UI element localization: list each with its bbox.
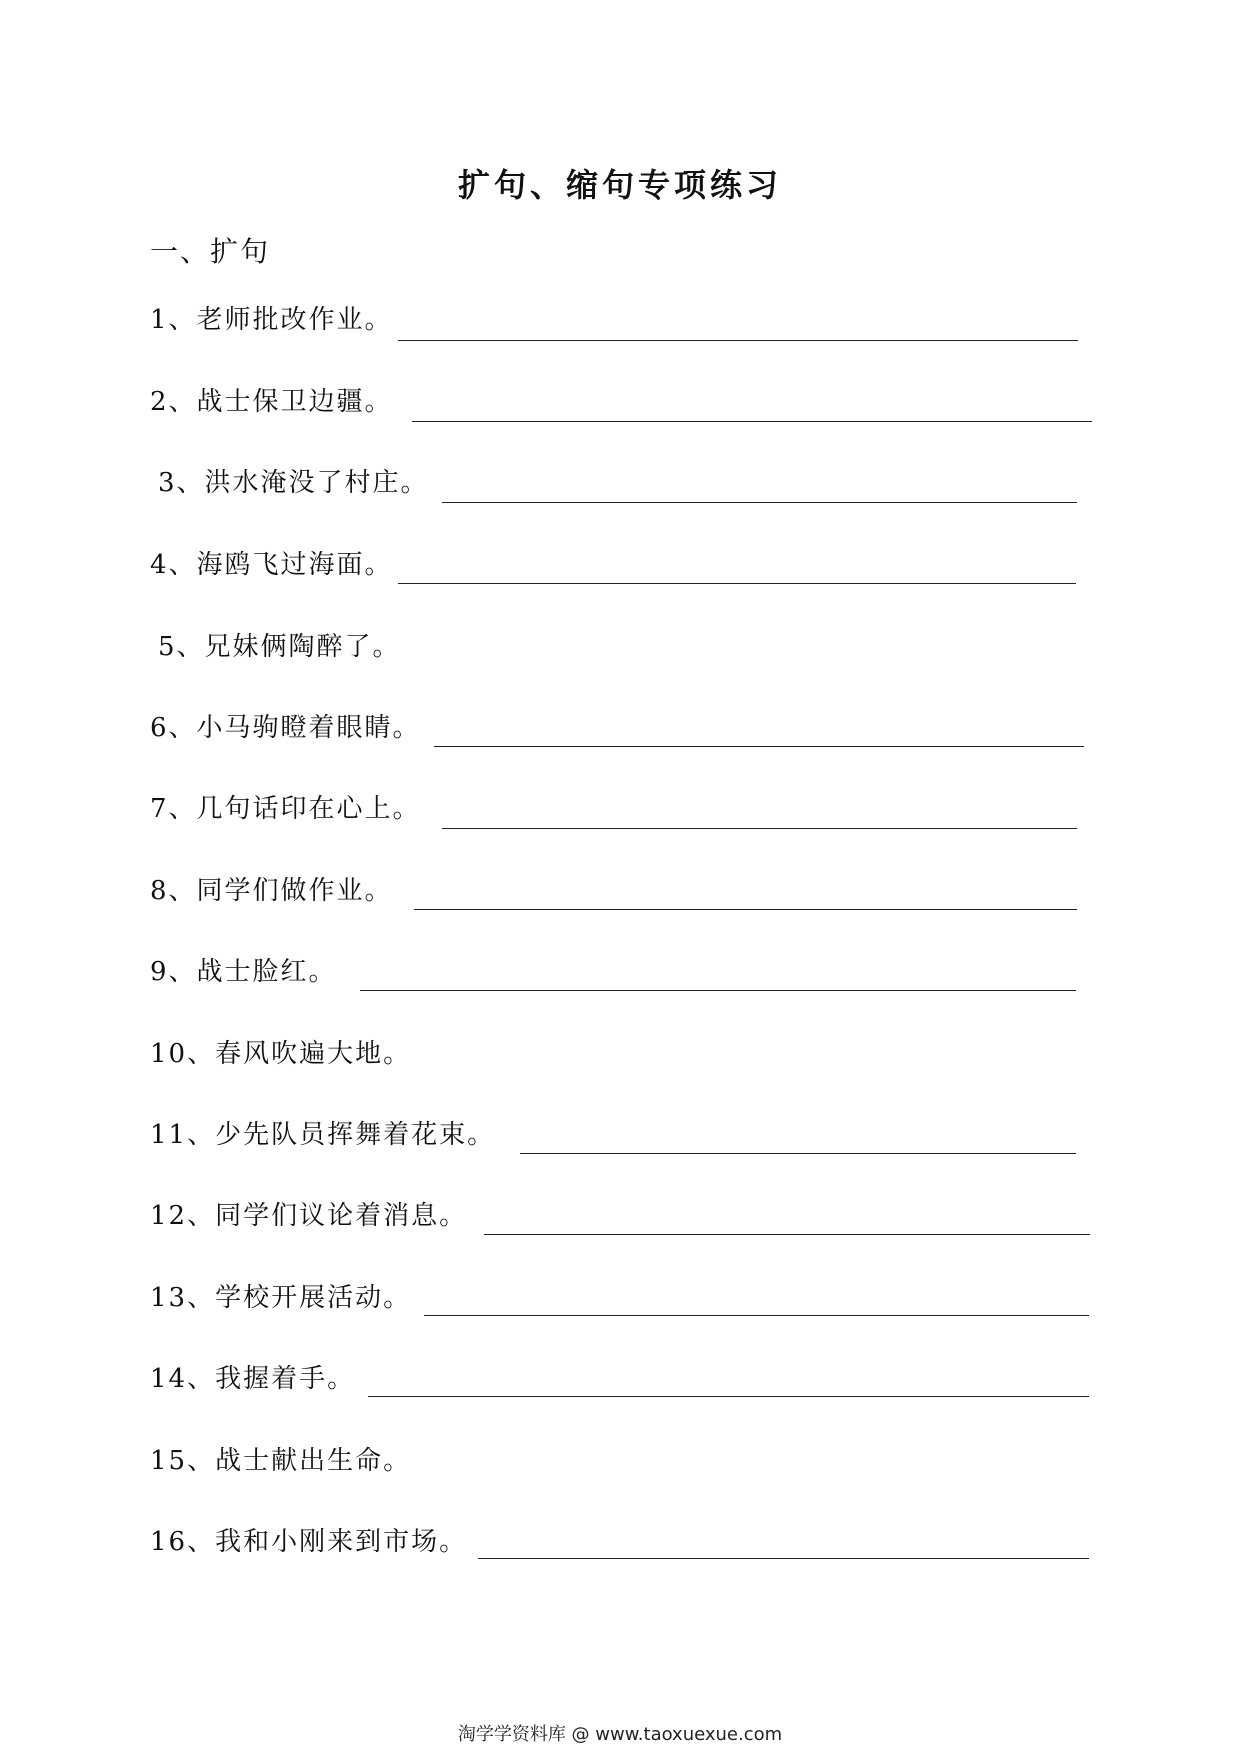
question-9: 9、战士脸红。 — [150, 957, 337, 987]
answer-line-9[interactable] — [360, 990, 1076, 991]
question-6: 6、小马驹瞪着眼睛。 — [150, 713, 421, 743]
question-3: 3、洪水淹没了村庄。 — [158, 468, 429, 498]
question-15: 15、战士献出生命。 — [150, 1446, 412, 1476]
question-16: 16、我和小刚来到市场。 — [150, 1527, 468, 1557]
question-4: 4、海鸥飞过海面。 — [150, 550, 393, 580]
question-8: 8、同学们做作业。 — [150, 876, 393, 906]
answer-line-2[interactable] — [412, 421, 1092, 422]
section-heading: 一、扩句 — [150, 235, 271, 268]
answer-line-14[interactable] — [368, 1396, 1089, 1397]
question-7: 7、几句话印在心上。 — [150, 794, 421, 824]
answer-line-8[interactable] — [414, 909, 1077, 910]
question-14: 14、我握着手。 — [150, 1364, 356, 1394]
answer-line-1[interactable] — [398, 340, 1078, 341]
answer-line-11[interactable] — [520, 1153, 1076, 1154]
question-5: 5、兄妹俩陶醉了。 — [158, 632, 401, 662]
question-1: 1、老师批改作业。 — [150, 305, 393, 335]
question-10: 10、春风吹遍大地。 — [150, 1039, 412, 1069]
answer-line-12[interactable] — [484, 1234, 1090, 1235]
answer-line-6[interactable] — [434, 746, 1084, 747]
question-2: 2、战士保卫边疆。 — [150, 387, 393, 417]
question-13: 13、学校开展活动。 — [150, 1283, 412, 1313]
answer-line-7[interactable] — [442, 828, 1077, 829]
page-title: 扩句、缩句专项练习 — [457, 166, 782, 204]
footer-watermark: 淘学学资料库 @ www.taoxuexue.com — [457, 1724, 783, 1745]
answer-line-3[interactable] — [442, 502, 1077, 503]
answer-line-13[interactable] — [424, 1315, 1089, 1316]
question-12: 12、同学们议论着消息。 — [150, 1201, 468, 1231]
answer-line-16[interactable] — [478, 1558, 1089, 1559]
answer-line-4[interactable] — [398, 583, 1076, 584]
question-11: 11、少先队员挥舞着花束。 — [150, 1120, 496, 1150]
